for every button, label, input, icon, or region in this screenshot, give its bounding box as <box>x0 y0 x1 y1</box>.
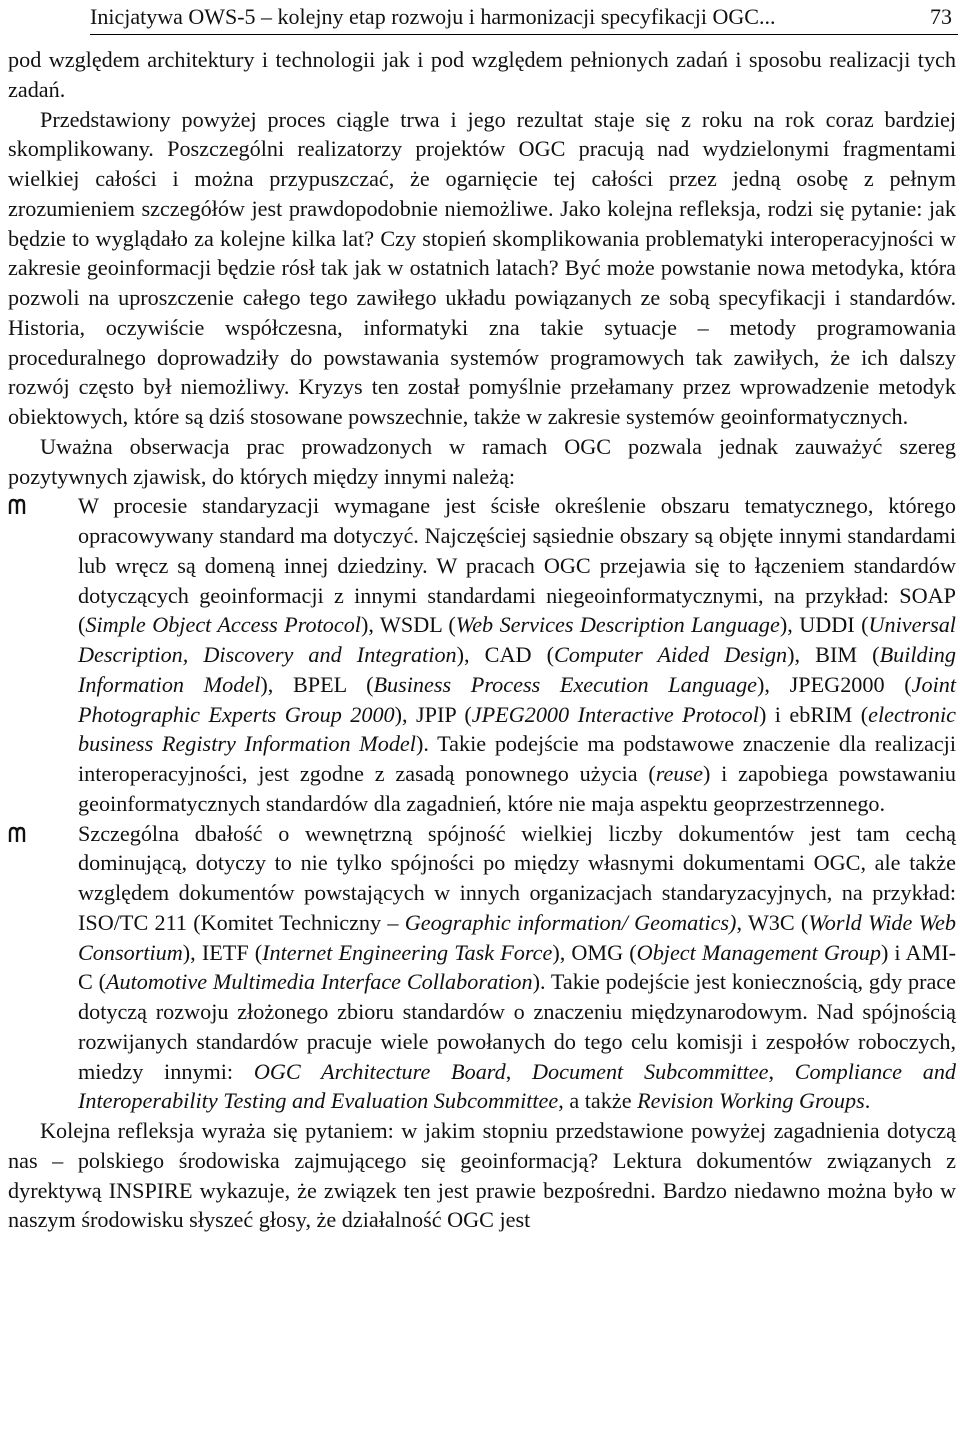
bullet-text: W procesie standaryzacji wymagane jest ścisłe określenie obszaru tematycznego, którego opracowywany standard ma dotyczyć. Najczęściej sąsiednie obszary są objęte innymi standardami lub wręcz są domeną innej dziedziny. W pracach OGC przejawia się to łączeniem standardów dotyczących geoinformacji z innymi standardami niegeoinformatycznymi, na przykład: SOAP ( <box>78 493 956 638</box>
bullet-list <box>8 491 956 1116</box>
bullet-text: ), BPEL ( <box>260 671 374 697</box>
term-italic: Web Services Description Language <box>455 612 780 638</box>
term-italic: Business Process Execution Language <box>373 671 758 697</box>
bullet-text: ), CAD ( <box>456 642 554 667</box>
term-italic: Universal Description, Discovery and Integration <box>78 612 956 667</box>
bullet-text: Szczególna dbałość o wewnętrzną spójność wielkiej liczby dokumentów jest tam cechą dominującą, dotyczy to nie tylko spójności po między własnymi dokumentami OGC, ale także względem dokumentów powstających w innych organizacjach standaryzacyjnych, na przykład: ISO/TC 211 (Komitet Techniczny – <box>78 820 956 935</box>
bullet-text: , W3C ( <box>736 909 809 935</box>
term-italic: OGC Architecture Board <box>253 1058 506 1084</box>
page-number: 73 <box>930 4 952 29</box>
term-italic: Building Information Model <box>78 642 956 697</box>
term-italic: Internet Engineering Task Force <box>262 939 553 965</box>
bullet-text: ), WSDL ( <box>360 612 456 638</box>
bullet-text: ), JPIP ( <box>394 701 472 727</box>
running-header <box>90 0 958 35</box>
term-italic: reuse <box>655 761 703 786</box>
term-italic: Object Management Group <box>636 939 881 965</box>
term-italic: World Wide Web Consortium <box>78 909 956 965</box>
paragraph: Uważna obserwacja prac prowadzonych w ramach OGC pozwala jednak zauważyć szereg pozytywnych zjawisk, do których między innymi należą: <box>8 433 956 489</box>
term-italic: Computer Aided Design <box>554 642 788 667</box>
paragraph-continued: pod względem architektury i technologii jak i pod względem pełnionych zadań i sposobu realizacji tych zadań. <box>8 47 956 102</box>
bullet-text: ), BIM ( <box>787 642 880 667</box>
term-italic: Revision Working Groups <box>637 1088 865 1114</box>
term-italic: Joint Photographic Experts Group 2000 <box>78 671 956 727</box>
bullet-text: , a także <box>558 1088 638 1114</box>
bullet-text: . <box>864 1088 871 1114</box>
term-italic: JPEG2000 Interactive Protocol <box>471 701 759 727</box>
bullet-text: ), IETF ( <box>182 939 263 965</box>
paragraph: Przedstawiony powyżej proces ciągle trwa i jego rezultat staje się z roku na rok coraz bardziej skomplikowany. Poszczególni realizatorzy projektów OGC pracują nad wydzielonymi fragmentami wielkiej całości i można przypuszczać, że ogarnięcie tej całości przez jedną osobę z pełnym zrozumieniem szczegółów jest prawdopodobnie niemożliwe. Jako kolejna refleksja, rodzi się pytanie: jak będzie to wyglądało za kolejne kilka lat? Czy stopień skomplikowania problematyki interoperacyjności w zakresie geoinformacji będzie rósł tak jak w ostatnich latach? Być może powstanie nowa metodyka, która pozwoli na uproszczenie całego tego zawiłego układu powiązanych ze sobą specyfikacji i standardów. Historia, oczywiście współczesna, informatyki zna takie sytuacje – metody programowania proceduralnego doprowadziły do powstawania systemów programowych tak zawiłych, że ich dalszy rozwój często był niemożliwy. Kryzys ten został pomyślnie przełamany przez wprowadzenie metodyk obiektowych, które są dziś stosowane powszechnie, także w zakresie systemów geoinformatycznych. <box>8 106 956 429</box>
term-italic: Compliance and Interoperability Testing and Evaluation Subcommittee <box>78 1058 957 1114</box>
bullet-text: ), UDDI ( <box>779 612 869 638</box>
bullet-text: ) i zapobiega powstawaniu geoinformatycznych standardów dla zagadnień, które nie maja aspektu geoprzestrzennego. <box>78 761 956 816</box>
paragraph: Kolejna refleksja wyraża się pytaniem: w jakim stopniu przedstawione powyżej zagadnienia dotyczą nas – polskiego środowiska zajmującego się geoinformacją? Lektura dokumentów związanych z dyrektywą INSPIRE wykazuje, że związek ten jest prawie bezpośredni. Bardzo niedawno można było w naszym środowisku słyszeć głosy, że działalność OGC jest <box>8 1118 956 1233</box>
bullet-item <box>8 491 956 818</box>
bullet-text: , <box>768 1058 795 1084</box>
term-italic: Automotive Multimedia Interface Collaboration <box>106 969 533 995</box>
running-title: Inicjatywa OWS-5 – kolejny etap rozwoju i harmonizacji specyfikacji OGC... <box>90 4 776 29</box>
bullet-item <box>8 819 956 1117</box>
bullet-text: ), JPEG2000 ( <box>757 671 912 697</box>
bullet-text: ), OMG ( <box>552 939 637 965</box>
term-italic: Simple Object Access Protocol <box>85 612 361 638</box>
bullet-text: ) i ebRIM ( <box>758 701 869 727</box>
bullet-text: , <box>505 1058 533 1084</box>
bullet-text: ). Takie podejście ma podstawowe znaczenie dla realizacji interoperacyjności, jest zgodne z zasadą ponownego użycia ( <box>78 731 956 786</box>
bullet-text: ). Takie podejście jest koniecznością, gdy prace dotyczą rozwoju złożonego zbioru standardów o znaczeniu międzynarodowym. Nad spójnością rozwijanych standardów pracuje wiele powołanych do tego celu komisji i zespołów roboczych, miedzy innymi: <box>78 969 957 1084</box>
bullet-icon <box>8 497 28 517</box>
bullet-icon <box>8 825 28 845</box>
term-italic: electronic business Registry Information Model <box>78 701 956 757</box>
body-text <box>8 45 956 1235</box>
bullet-text: ) i AMI-C ( <box>78 939 956 995</box>
term-italic: Geographic information/ Geomatics) <box>404 909 737 935</box>
term-italic: Document Subcommittee <box>532 1058 769 1084</box>
